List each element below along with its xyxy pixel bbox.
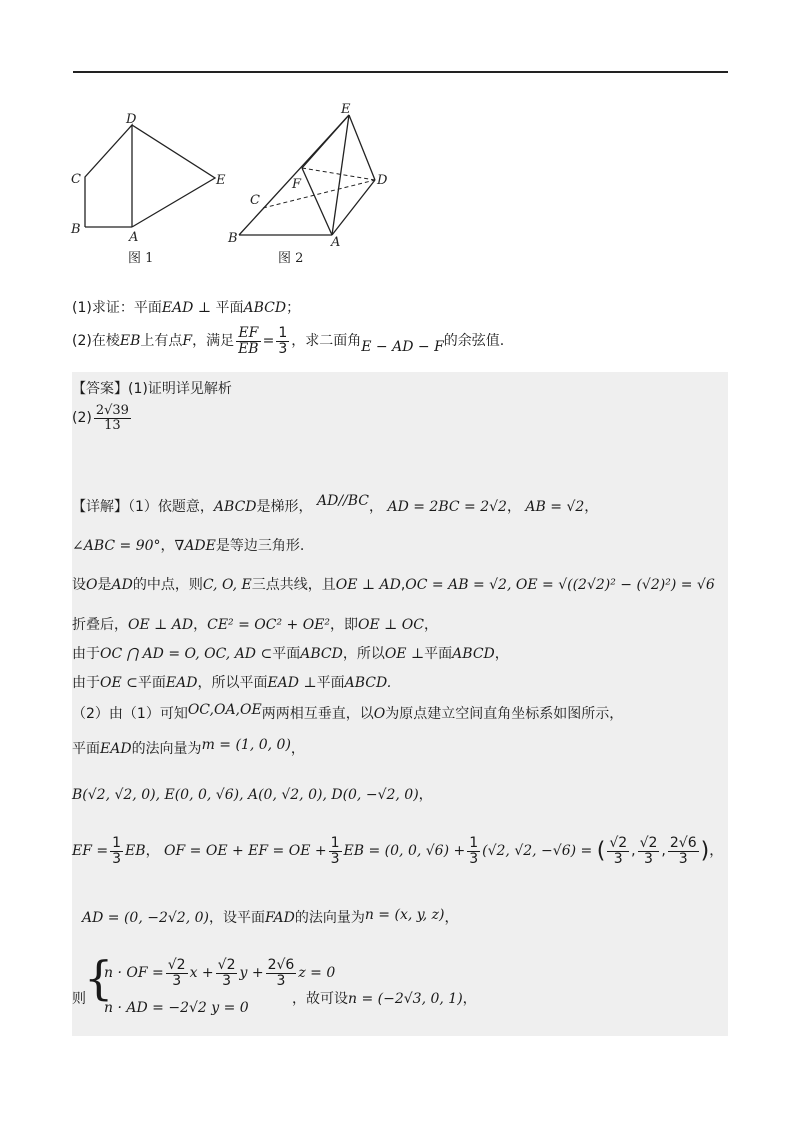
figure-1 [65, 105, 240, 270]
fig1-label-e: E [216, 173, 226, 188]
fig1-label-c: C [71, 172, 81, 187]
fig1-caption: 图 1 [128, 251, 154, 266]
detail-line-6: 由于OE ⊂平面EAD，所以平面EAD ⊥平面ABCD. [72, 675, 392, 691]
question-part-1: (1)求证：平面EAD ⊥ 平面ABCD； [72, 300, 301, 316]
question-part-2: (2)在棱EB上有点F，满足 $\frac{EF}{EB}$ = $\frac{1}{3}$ ，求二面角E − AD − F的余弦值. [72, 325, 505, 357]
fig1-label-a: A [129, 230, 139, 245]
detail-line-3: 设O是AD的中点，则C, O, E三点共线，且OE ⊥ AD,OC = AB = √2, OE = √((2√2)² − (√2)²) = √6 [72, 577, 715, 593]
fig2-label-e: E [341, 102, 351, 117]
detail-line-12-label: 则 [72, 991, 86, 1007]
equation-2: n · AD = −2√2 y = 0 [104, 1000, 249, 1016]
fig2-label-d: D [377, 173, 388, 188]
detail-line-2: ∠ABC = 90°，∇ADE是等边三角形. [72, 538, 305, 554]
fig2-label-c: C [250, 193, 260, 208]
detail-line-4: 折叠后，OE ⊥ AD，CE² = OC² + OE²，即OE ⊥ OC， [72, 617, 438, 633]
header-rule [73, 71, 728, 73]
detail-line-11: AD = (0, −2√2, 0)，设平面FAD的法向量为n = (x, y, z)， [82, 907, 459, 926]
equation-brace: { [84, 951, 114, 1005]
fig1-label-b: B [71, 222, 81, 237]
fig2-label-f: F [292, 177, 302, 192]
answer-line-2: (2) $\frac{2√39}{13}$ [72, 403, 129, 433]
detail-line-9: B(√2, √2, 0), E(0, 0, √6), A(0, √2, 0), D(0, −√2, 0)， [72, 787, 433, 803]
equation-1: n · OF = $\frac{√2}{3}$ x + $\frac{√2}{3}$ y + $\frac{2√6}{3}$ z = 0 [104, 957, 336, 989]
fig2-label-b: B [228, 231, 238, 246]
detail-line-8: 平面EAD的法向量为m = (1, 0, 0)， [72, 737, 305, 757]
detail-line-7: （2）由（1）可知OC,OA,OE两两相互垂直，以O为原点建立空间直角坐标系如图所示， [72, 702, 624, 722]
fig2-label-a: A [331, 235, 341, 250]
figure-2 [225, 100, 400, 270]
answer-line-1: 【答案】(1)证明详见解析 [72, 381, 232, 397]
detail-line-5: 由于OC ⋂ AD = O, OC, AD ⊂平面ABCD，所以OE ⊥平面ABCD， [72, 646, 509, 662]
detail-line-10: EF = $\frac{1}{3}$ EB， OF = OE + EF = OE + $\frac{1}{3}$ EB = (0, 0, √6) + $\frac{1}{3}$ (√2, √2, −√6) = ( $\frac{√2}{3}$ , $\frac{√2}{3}$ , $\frac{2√6}{3}$ )， [72, 835, 724, 867]
fig1-label-d: D [126, 112, 137, 127]
detail-line-12-tail: ，故可设n = (−2√3, 0, 1)， [292, 991, 477, 1007]
detail-line-1: 【详解】（1）依题意，ABCD是梯形， AD//BC， AD = 2BC = 2√2， AB = √2， [72, 493, 599, 515]
fig2-caption: 图 2 [278, 251, 304, 266]
